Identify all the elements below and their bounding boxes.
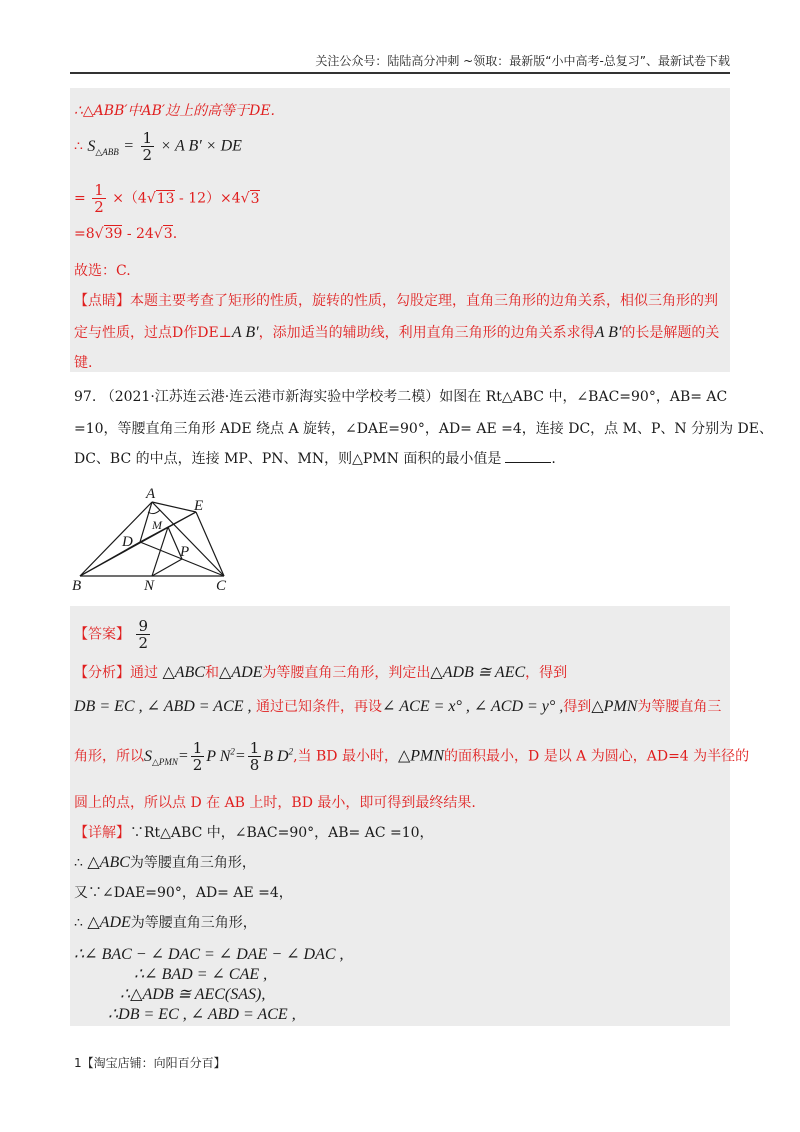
analysis-line-2: DB = EC , ∠ ABD = ACE , 通过已知条件，再设∠ ACE = x° , ∠ ACD = y° ,得到△PMN为等腰直角三 xyxy=(74,698,722,715)
label-d: D xyxy=(122,534,133,550)
answer-line: 【答案】 $\frac{9}{2}$ xyxy=(74,617,148,652)
problem-line-1: 97. （2021·江苏连云港·连云港市新海实验中学校考二模）如图在 Rt△ABC 中，∠BAC=90°，AB= AC xyxy=(74,389,728,405)
segment-ae xyxy=(152,502,196,512)
sol-line-2: ∴ $S_{\triangle ABB}$ = $\frac{1}{2}$ × A B′ × DE xyxy=(74,129,242,164)
problem-line-3: DC、BC 的中点，连接 MP、PN、MN，则△PMN 面积的最小值是 . xyxy=(74,451,556,467)
sol-line-3: = $\frac{1}{2}$ ×（4√13 - 12）×4√3 xyxy=(74,181,260,216)
label-b: B xyxy=(72,578,82,592)
note-line-2: 定与性质，过点D作DE⊥A B′，添加适当的辅助线，利用直角三角形的边角关系求得A B′的长是解题的关 xyxy=(74,324,720,341)
detail-tag: 【详解】 xyxy=(74,825,130,841)
detail-line-3: 又∵∠DAE=90°，AD= AE =4， xyxy=(74,885,293,901)
choice-line: 故选：C. xyxy=(74,263,131,279)
analysis-line-4: 圆上的点，所以点 D 在 AB 上时，BD 最小，即可得到最终结果. xyxy=(74,795,476,811)
analysis-line-3: 角形，所以$S_{\triangle PMN}=$ $\frac{1}{2}$ P $N^2=$ $\frac{1}{8}$ B $D^2$,当 BD 最小时，△PMN的面积最小，D 是以 A 为圆心，AD=4 为半径的 xyxy=(74,739,750,774)
detail-line-7: ∴△ADB ≅ AEC(SAS), xyxy=(120,986,266,1003)
detail-line-6: ∴∠ BAD = ∠ CAE , xyxy=(134,966,268,983)
label-p: P xyxy=(180,544,190,560)
label-a: A xyxy=(146,486,156,502)
label-c: C xyxy=(216,578,227,592)
detail-line-2: ∴ △ABC为等腰直角三角形， xyxy=(74,854,256,871)
analysis-line-1: 【分析】通过 △ABC和△ADE为等腰直角三角形，判定出△ADB ≅ AEC，得到 xyxy=(74,664,568,681)
geometry-figure xyxy=(70,482,240,592)
note-tag: 【点睛】 xyxy=(74,293,130,309)
detail-line-5: ∴∠ BAC − ∠ DAC = ∠ DAE − ∠ DAC , xyxy=(74,946,344,963)
detail-line-8: ∴DB = EC , ∠ ABD = ACE , xyxy=(108,1006,296,1023)
label-e: E xyxy=(194,498,204,514)
sol-line-4: =8√39 - 24√3. xyxy=(74,226,178,242)
note-line-1: 【点睛】本题主要考查了矩形的性质，旋转的性质，勾股定理，直角三角形的边角关系，相似三角形的判 xyxy=(74,293,718,309)
detail-line-1: 【详解】∵Rt△ABC 中，∠BAC=90°，AB= AC =10， xyxy=(74,825,434,841)
segment-be xyxy=(80,512,196,576)
answer-blank xyxy=(505,462,551,463)
label-n: N xyxy=(144,578,155,592)
label-m: M xyxy=(152,518,162,532)
page-footer: 1【淘宝店铺：向阳百分百】 xyxy=(74,1056,226,1070)
sol-line-1: ∴△ABB′中AB′边上的高等于DE. xyxy=(74,103,276,119)
answer-tag: 【答案】 xyxy=(74,626,130,643)
segment-ac xyxy=(152,502,224,576)
page-header: 关注公众号：陆陆高分冲刺 ~领取：最新版“小中高考-总复习”、最新试卷下载 xyxy=(315,54,730,68)
problem-line-2: =10，等腰直角三角形 ADE 绕点 A 旋转，∠DAE=90°，AD= AE =4，连接 DC，点 M、P、N 分别为 DE、 xyxy=(74,421,773,437)
note-line-3: 键. xyxy=(74,355,93,371)
analysis-tag: 【分析】 xyxy=(74,665,130,681)
header-rule xyxy=(70,72,730,74)
detail-line-4: ∴ △ADE为等腰直角三角形， xyxy=(74,914,257,931)
